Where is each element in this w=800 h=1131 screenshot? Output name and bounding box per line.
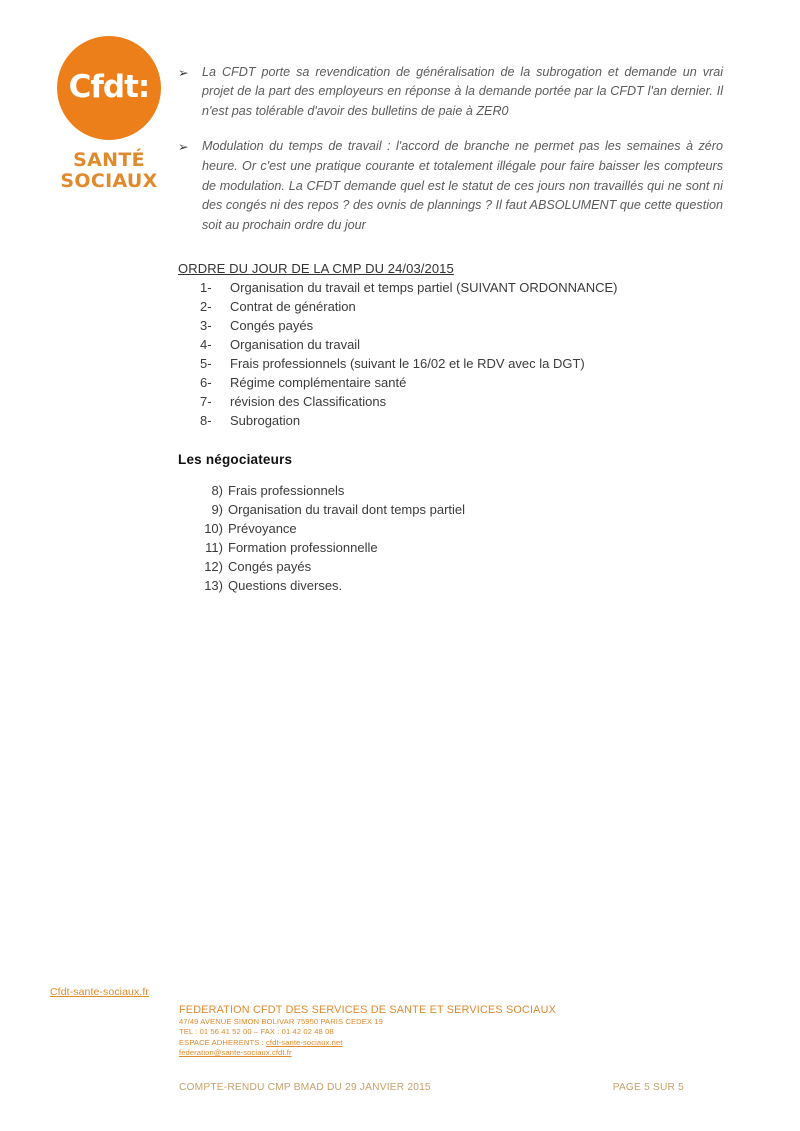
- document-body: [178, 50, 723, 595]
- list-item-label: Prévoyance: [228, 521, 297, 537]
- federation-email-line: [179, 1048, 609, 1058]
- list-item-number: 10): [204, 521, 223, 537]
- federation-title: FEDERATION CFDT DES SERVICES DE SANTE ET SERVICES SOCIAUX: [179, 1004, 556, 1016]
- cfdt-logo: [48, 36, 170, 193]
- list-item: [200, 278, 723, 297]
- list-item: [200, 392, 723, 411]
- page-number: PAGE 5 SUR 5: [612, 1082, 684, 1093]
- list-item: [196, 576, 723, 595]
- list-item: [196, 519, 723, 538]
- document-title-footer: COMPTE-RENDU CMP BMAD DU 29 JANVIER 2015: [179, 1082, 431, 1093]
- list-item: [200, 411, 723, 430]
- arrow-bullet-icon: ➢: [178, 64, 189, 80]
- list-item-label: Régime complémentaire santé: [230, 375, 407, 391]
- website-link[interactable]: Cfdt-sante-sociaux.fr: [50, 986, 149, 998]
- federation-address: 47/49 AVENUE SIMON BOLIVAR 75950 PARIS CEDEX 19: [179, 1017, 383, 1026]
- list-item-label: Questions diverses.: [228, 578, 343, 594]
- agenda-heading: ORDRE DU JOUR DE LA CMP DU 24/03/2015: [178, 261, 454, 277]
- arrow-bullet-icon: ➢: [178, 139, 189, 155]
- list-item: [200, 354, 723, 373]
- list-item-number: 4-: [200, 337, 212, 353]
- negotiators-list: [196, 481, 723, 595]
- list-item: [200, 335, 723, 354]
- list-item-number: 11): [205, 540, 223, 556]
- bullet-paragraph-text: Modulation du temps de travail : l'accord de branche ne permet pas les semaines à zéro heure. Or c'est une pratique courante et totalement illégale pour faire baisser les compteurs de modulation. La CFDT demande quel est le statut de ces jours non travaillés qui ne sont ni des congés ni des repos ? des ovnis de plannings ? Il faut ABSOLUMENT que cette question soit au prochain ordre du jour: [202, 139, 723, 232]
- espace-adherents-link[interactable]: cfdt-sante-sociaux.net: [266, 1037, 343, 1047]
- logo-subtitle-line1: SANTÉ: [73, 149, 145, 171]
- list-item: [196, 500, 723, 519]
- list-item-number: 13): [204, 578, 223, 594]
- list-item-number: 1-: [200, 280, 212, 296]
- federation-espace-adherents: [179, 1038, 609, 1048]
- page-footer-bar: [179, 1082, 684, 1093]
- agenda-list: [200, 278, 723, 430]
- logo-circle: [57, 36, 161, 140]
- list-item-number: 7-: [200, 394, 212, 410]
- list-item: [200, 297, 723, 316]
- list-item-label: Frais professionnels: [228, 483, 345, 499]
- list-item-label: Congés payés: [230, 318, 314, 334]
- list-item: [200, 373, 723, 392]
- espace-adherents-label: ESPACE ADHERENTS :: [179, 1037, 264, 1047]
- list-item: [196, 538, 723, 557]
- list-item-label: Formation professionnelle: [228, 540, 378, 556]
- list-item: [200, 316, 723, 335]
- negotiators-heading: Les négociateurs: [178, 452, 293, 468]
- bullet-paragraph: [178, 63, 723, 122]
- list-item-number: 6-: [200, 375, 212, 391]
- list-item-label: révision des Classifications: [230, 394, 387, 410]
- list-item-number: 2-: [200, 299, 212, 315]
- list-item-label: Organisation du travail: [230, 337, 361, 353]
- list-item-label: Contrat de génération: [230, 299, 356, 315]
- federation-phone: TEL : 01 56 41 52 00 – FAX : 01 42 02 48 08: [179, 1027, 334, 1037]
- federation-email-link[interactable]: federation@sante-sociaux.cfdt.fr: [179, 1048, 292, 1058]
- bullet-paragraph: [178, 137, 723, 235]
- list-item-number: 8): [211, 483, 223, 499]
- logo-wordmark: Cfdt:: [68, 68, 150, 105]
- logo-subtitle-line2: SOCIAUX: [60, 170, 158, 193]
- list-item-number: 9): [211, 502, 223, 518]
- list-item-label: Frais professionnels (suivant le 16/02 et le RDV avec la DGT): [230, 356, 585, 372]
- list-item-label: Congés payés: [228, 559, 312, 575]
- list-item-label: Organisation du travail et temps partiel (SUIVANT ORDONNANCE): [230, 280, 618, 296]
- list-item-number: 5-: [200, 356, 212, 372]
- bullet-paragraph-text: La CFDT porte sa revendication de généralisation de la subrogation et demande un vrai projet de la part des employeurs en réponse à la demande portée par la CFDT l'an dernier. Il n'est pas tolérable d'avoir des bulletins de paie à ZER0: [202, 64, 723, 118]
- federation-footer: [179, 1003, 609, 1059]
- list-item-number: 8-: [200, 413, 212, 429]
- list-item: [196, 557, 723, 576]
- list-item-number: 12): [204, 559, 223, 575]
- list-item: [196, 481, 723, 500]
- logo-subtitle: [48, 150, 170, 193]
- list-item-label: Organisation du travail dont temps partiel: [228, 502, 466, 518]
- list-item-number: 3-: [200, 318, 212, 334]
- list-item-label: Subrogation: [230, 413, 301, 429]
